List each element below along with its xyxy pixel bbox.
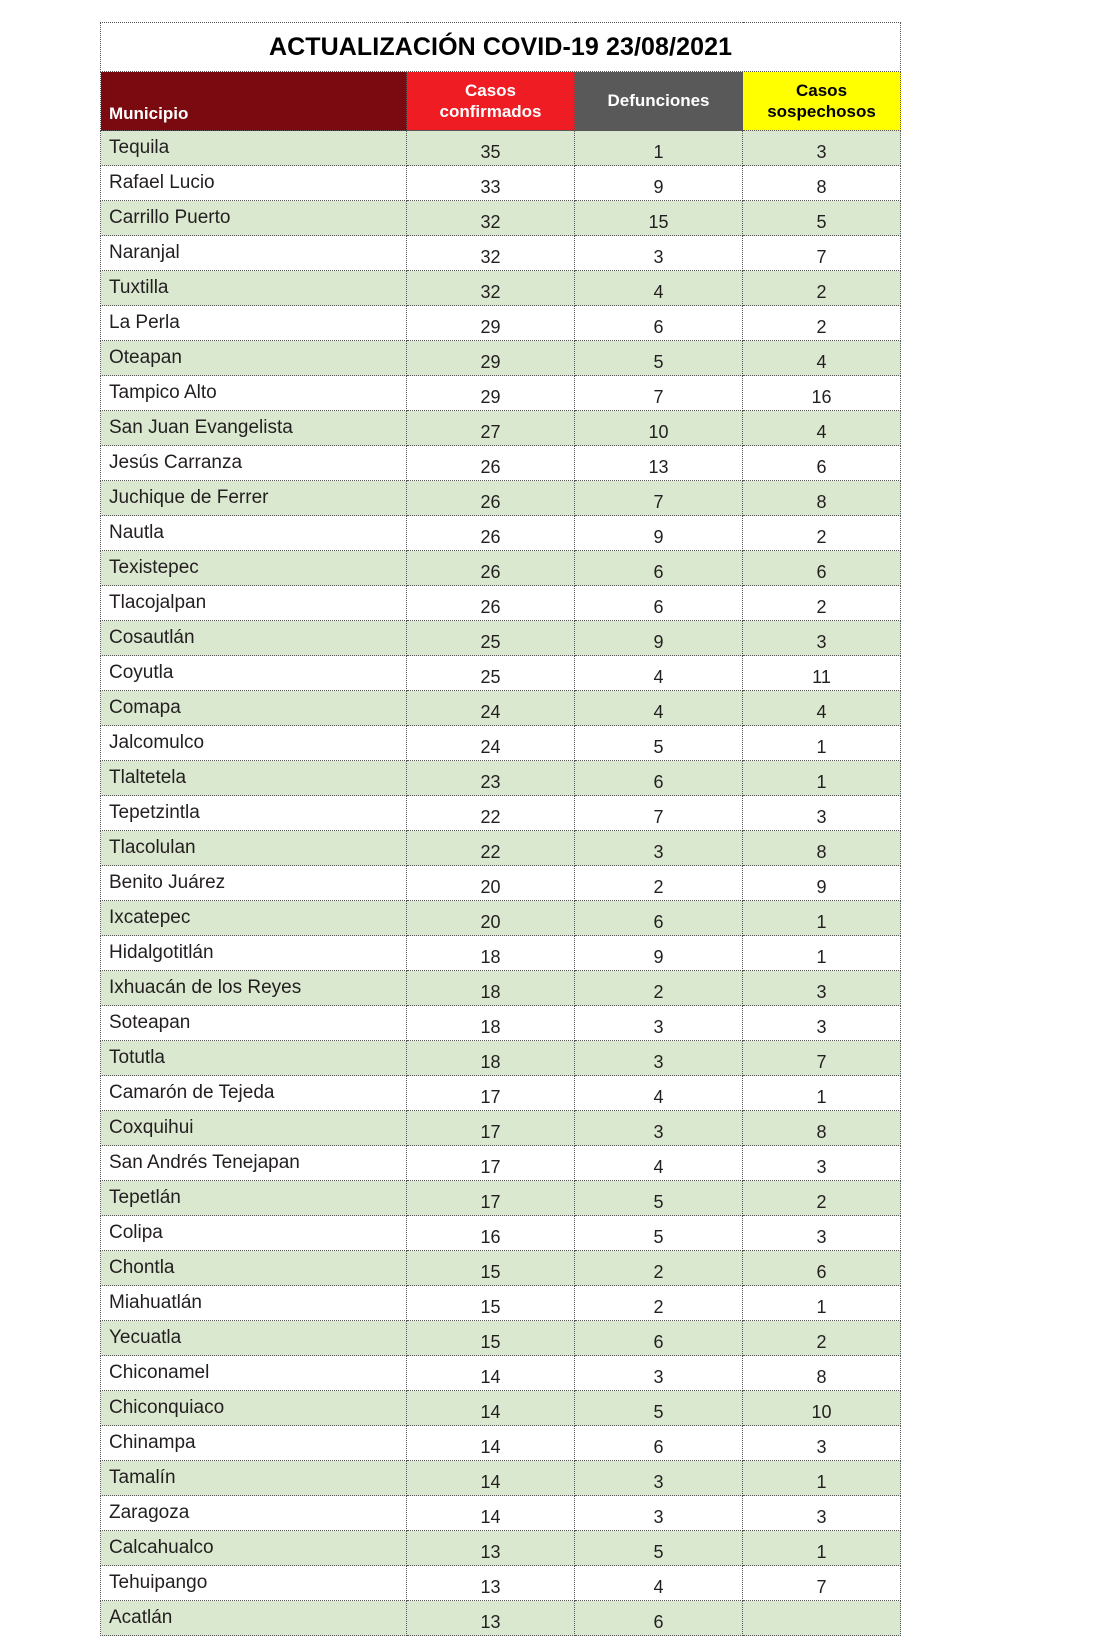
cell-casos-sospechosos: 6 [743, 551, 901, 586]
cell-casos-sospechosos: 11 [743, 656, 901, 691]
table-row [101, 131, 901, 166]
cell-defunciones: 6 [575, 1321, 743, 1356]
cell-casos-confirmados: 27 [407, 411, 575, 446]
cell-municipio: Miahuatlán [101, 1286, 407, 1321]
table-row [101, 796, 901, 831]
cell-casos-confirmados: 15 [407, 1321, 575, 1356]
table-row [101, 936, 901, 971]
cell-municipio: Oteapan [101, 341, 407, 376]
table-row [101, 831, 901, 866]
cell-casos-confirmados: 25 [407, 656, 575, 691]
table-row [101, 1496, 901, 1531]
table-row [101, 761, 901, 796]
table-row [101, 271, 901, 306]
cell-casos-confirmados: 14 [407, 1496, 575, 1531]
cell-defunciones: 6 [575, 306, 743, 341]
cell-casos-sospechosos: 3 [743, 1006, 901, 1041]
cell-casos-sospechosos: 3 [743, 1146, 901, 1181]
cell-defunciones: 9 [575, 516, 743, 551]
table-row [101, 866, 901, 901]
cell-municipio: Ixhuacán de los Reyes [101, 971, 407, 1006]
cell-casos-sospechosos: 1 [743, 936, 901, 971]
column-header-casos-confirmados [407, 72, 575, 131]
cell-casos-sospechosos: 10 [743, 1391, 901, 1426]
cell-casos-confirmados: 32 [407, 201, 575, 236]
table-row [101, 586, 901, 621]
table-row [101, 1111, 901, 1146]
cell-casos-confirmados: 32 [407, 236, 575, 271]
title-row [101, 23, 901, 72]
cell-casos-confirmados: 23 [407, 761, 575, 796]
cell-casos-confirmados: 26 [407, 481, 575, 516]
cell-casos-confirmados: 14 [407, 1426, 575, 1461]
cell-casos-sospechosos: 3 [743, 1426, 901, 1461]
cell-municipio: Yecuatla [101, 1321, 407, 1356]
table-body [101, 131, 901, 1636]
table-row [101, 1006, 901, 1041]
cell-defunciones: 10 [575, 411, 743, 446]
cell-municipio: Tepetlán [101, 1181, 407, 1216]
cell-casos-sospechosos: 1 [743, 901, 901, 936]
cell-casos-confirmados: 20 [407, 901, 575, 936]
cell-defunciones: 5 [575, 1531, 743, 1566]
cell-municipio: Jesús Carranza [101, 446, 407, 481]
cell-defunciones: 4 [575, 271, 743, 306]
table-row [101, 551, 901, 586]
cell-defunciones: 3 [575, 1496, 743, 1531]
cell-casos-sospechosos: 8 [743, 1356, 901, 1391]
column-header-municipio: Municipio [101, 72, 407, 131]
cell-defunciones: 4 [575, 656, 743, 691]
cell-municipio: Rafael Lucio [101, 166, 407, 201]
table-row [101, 1566, 901, 1601]
table-row [101, 901, 901, 936]
cell-casos-sospechosos: 3 [743, 621, 901, 656]
table-row [101, 726, 901, 761]
table-row [101, 691, 901, 726]
cell-casos-sospechosos: 8 [743, 1111, 901, 1146]
cell-municipio: Texistepec [101, 551, 407, 586]
cell-casos-confirmados: 29 [407, 306, 575, 341]
cell-municipio: Tlacolulan [101, 831, 407, 866]
cell-municipio: Tehuipango [101, 1566, 407, 1601]
table-row [101, 621, 901, 656]
cell-casos-sospechosos: 3 [743, 131, 901, 166]
sospechosos-line1: Casos [796, 80, 848, 100]
table-row [101, 1076, 901, 1111]
cell-casos-confirmados: 14 [407, 1356, 575, 1391]
table-row [101, 376, 901, 411]
cell-defunciones: 3 [575, 1041, 743, 1076]
cell-municipio: Chiconquiaco [101, 1391, 407, 1426]
cell-casos-confirmados: 13 [407, 1566, 575, 1601]
cell-casos-confirmados: 14 [407, 1391, 575, 1426]
cell-casos-sospechosos: 4 [743, 341, 901, 376]
cell-defunciones: 9 [575, 936, 743, 971]
table-row [101, 481, 901, 516]
cell-casos-sospechosos: 8 [743, 831, 901, 866]
cell-defunciones: 15 [575, 201, 743, 236]
cell-casos-sospechosos: 16 [743, 376, 901, 411]
cell-casos-sospechosos: 3 [743, 1216, 901, 1251]
cell-defunciones: 5 [575, 1391, 743, 1426]
table-row [101, 166, 901, 201]
cell-casos-confirmados: 26 [407, 551, 575, 586]
cell-casos-confirmados: 17 [407, 1111, 575, 1146]
page-title: ACTUALIZACIÓN COVID-19 23/08/2021 [101, 23, 901, 72]
cell-defunciones: 6 [575, 1601, 743, 1636]
cell-defunciones: 6 [575, 901, 743, 936]
cell-defunciones: 1 [575, 131, 743, 166]
cell-municipio: Ixcatepec [101, 901, 407, 936]
column-header-row [101, 72, 901, 131]
cell-municipio: San Andrés Tenejapan [101, 1146, 407, 1181]
cell-defunciones: 7 [575, 481, 743, 516]
cell-defunciones: 6 [575, 586, 743, 621]
cell-casos-confirmados: 18 [407, 1041, 575, 1076]
cell-defunciones: 2 [575, 866, 743, 901]
cell-municipio: Carrillo Puerto [101, 201, 407, 236]
cell-casos-sospechosos: 2 [743, 516, 901, 551]
cell-defunciones: 6 [575, 1426, 743, 1461]
table-row [101, 656, 901, 691]
cell-casos-confirmados: 22 [407, 796, 575, 831]
cell-defunciones: 2 [575, 1251, 743, 1286]
cell-casos-confirmados: 25 [407, 621, 575, 656]
cell-defunciones: 6 [575, 761, 743, 796]
cell-casos-sospechosos: 6 [743, 1251, 901, 1286]
cell-municipio: Acatlán [101, 1601, 407, 1636]
cell-defunciones: 3 [575, 1356, 743, 1391]
cell-casos-confirmados: 15 [407, 1286, 575, 1321]
cell-defunciones: 4 [575, 691, 743, 726]
cell-defunciones: 4 [575, 1076, 743, 1111]
cell-casos-sospechosos: 2 [743, 1181, 901, 1216]
cell-municipio: Tequila [101, 131, 407, 166]
cell-casos-sospechosos: 7 [743, 236, 901, 271]
cell-casos-sospechosos: 1 [743, 1461, 901, 1496]
cell-casos-confirmados: 17 [407, 1076, 575, 1111]
table-row [101, 1531, 901, 1566]
cell-municipio: Tlacojalpan [101, 586, 407, 621]
cell-casos-confirmados: 29 [407, 341, 575, 376]
cell-municipio: Coxquihui [101, 1111, 407, 1146]
cell-municipio: San Juan Evangelista [101, 411, 407, 446]
cell-municipio: Jalcomulco [101, 726, 407, 761]
table-row [101, 1391, 901, 1426]
cell-municipio: Tampico Alto [101, 376, 407, 411]
cell-casos-confirmados: 26 [407, 446, 575, 481]
cell-casos-confirmados: 18 [407, 936, 575, 971]
cell-municipio: Juchique de Ferrer [101, 481, 407, 516]
confirmados-line2: confirmados [439, 102, 542, 121]
cell-defunciones: 3 [575, 236, 743, 271]
cell-casos-sospechosos: 3 [743, 796, 901, 831]
cell-municipio: Calcahualco [101, 1531, 407, 1566]
cell-defunciones: 9 [575, 166, 743, 201]
cell-municipio: Comapa [101, 691, 407, 726]
cell-casos-sospechosos: 4 [743, 411, 901, 446]
table-row [101, 341, 901, 376]
table-row [101, 971, 901, 1006]
table-row [101, 1216, 901, 1251]
table-row [101, 1321, 901, 1356]
cell-casos-confirmados: 15 [407, 1251, 575, 1286]
cell-casos-sospechosos [743, 1601, 901, 1636]
cell-casos-sospechosos: 1 [743, 1076, 901, 1111]
cell-municipio: Hidalgotitlán [101, 936, 407, 971]
cell-defunciones: 4 [575, 1146, 743, 1181]
cell-defunciones: 7 [575, 796, 743, 831]
cell-defunciones: 3 [575, 1461, 743, 1496]
cell-municipio: Tlaltetela [101, 761, 407, 796]
cell-municipio: Totutla [101, 1041, 407, 1076]
cell-casos-sospechosos: 1 [743, 1286, 901, 1321]
cell-casos-sospechosos: 2 [743, 1321, 901, 1356]
cell-casos-sospechosos: 1 [743, 726, 901, 761]
cell-casos-sospechosos: 7 [743, 1041, 901, 1076]
table-row [101, 1041, 901, 1076]
cell-municipio: Coyutla [101, 656, 407, 691]
table-header [101, 23, 901, 131]
cell-defunciones: 3 [575, 1006, 743, 1041]
cell-casos-sospechosos: 8 [743, 481, 901, 516]
cell-casos-sospechosos: 2 [743, 271, 901, 306]
cell-municipio: Tamalín [101, 1461, 407, 1496]
cell-municipio: Tuxtilla [101, 271, 407, 306]
cell-casos-confirmados: 26 [407, 586, 575, 621]
table-row [101, 1146, 901, 1181]
table-row [101, 1601, 901, 1636]
cell-municipio: Nautla [101, 516, 407, 551]
cell-defunciones: 5 [575, 1216, 743, 1251]
table-row [101, 1251, 901, 1286]
cell-casos-sospechosos: 1 [743, 1531, 901, 1566]
cell-casos-confirmados: 17 [407, 1181, 575, 1216]
cell-casos-confirmados: 20 [407, 866, 575, 901]
cell-municipio: Soteapan [101, 1006, 407, 1041]
cell-municipio: Chontla [101, 1251, 407, 1286]
cell-defunciones: 13 [575, 446, 743, 481]
covid-cases-table [100, 22, 901, 1636]
column-header-defunciones: Defunciones [575, 72, 743, 131]
cell-casos-sospechosos: 1 [743, 761, 901, 796]
cell-casos-confirmados: 24 [407, 726, 575, 761]
table-row [101, 411, 901, 446]
cell-casos-confirmados: 26 [407, 516, 575, 551]
cell-casos-confirmados: 18 [407, 971, 575, 1006]
cell-defunciones: 5 [575, 1181, 743, 1216]
table-row [101, 1181, 901, 1216]
cell-casos-sospechosos: 3 [743, 1496, 901, 1531]
cell-municipio: Naranjal [101, 236, 407, 271]
cell-casos-confirmados: 13 [407, 1601, 575, 1636]
cell-defunciones: 2 [575, 1286, 743, 1321]
table-row [101, 1356, 901, 1391]
cell-casos-sospechosos: 7 [743, 1566, 901, 1601]
cell-defunciones: 9 [575, 621, 743, 656]
cell-municipio: Chinampa [101, 1426, 407, 1461]
cell-defunciones: 2 [575, 971, 743, 1006]
cell-municipio: Camarón de Tejeda [101, 1076, 407, 1111]
cell-casos-confirmados: 22 [407, 831, 575, 866]
table-row [101, 1286, 901, 1321]
cell-casos-confirmados: 29 [407, 376, 575, 411]
sospechosos-line2: sospechosos [767, 102, 876, 121]
cell-casos-sospechosos: 9 [743, 866, 901, 901]
column-header-casos-sospechosos [743, 72, 901, 131]
table-row [101, 446, 901, 481]
cell-municipio: Cosautlán [101, 621, 407, 656]
table-row [101, 1461, 901, 1496]
cell-defunciones: 5 [575, 726, 743, 761]
table-row [101, 236, 901, 271]
cell-defunciones: 4 [575, 1566, 743, 1601]
cell-casos-sospechosos: 3 [743, 971, 901, 1006]
cell-casos-sospechosos: 4 [743, 691, 901, 726]
table-row [101, 1426, 901, 1461]
cell-casos-confirmados: 14 [407, 1461, 575, 1496]
cell-casos-sospechosos: 2 [743, 306, 901, 341]
cell-municipio: Benito Juárez [101, 866, 407, 901]
cell-municipio: Chiconamel [101, 1356, 407, 1391]
cell-defunciones: 3 [575, 1111, 743, 1146]
cell-casos-confirmados: 32 [407, 271, 575, 306]
table-row [101, 201, 901, 236]
cell-municipio: Zaragoza [101, 1496, 407, 1531]
cell-casos-confirmados: 18 [407, 1006, 575, 1041]
cell-casos-confirmados: 35 [407, 131, 575, 166]
cell-defunciones: 5 [575, 341, 743, 376]
cell-casos-sospechosos: 5 [743, 201, 901, 236]
cell-defunciones: 6 [575, 551, 743, 586]
cell-casos-confirmados: 33 [407, 166, 575, 201]
cell-casos-confirmados: 16 [407, 1216, 575, 1251]
table-row [101, 516, 901, 551]
cell-municipio: Tepetzintla [101, 796, 407, 831]
cell-casos-sospechosos: 8 [743, 166, 901, 201]
cell-municipio: La Perla [101, 306, 407, 341]
cell-defunciones: 3 [575, 831, 743, 866]
cell-municipio: Colipa [101, 1216, 407, 1251]
cell-casos-confirmados: 17 [407, 1146, 575, 1181]
confirmados-line1: Casos [464, 80, 517, 100]
cell-casos-confirmados: 13 [407, 1531, 575, 1566]
cell-casos-sospechosos: 2 [743, 586, 901, 621]
table-row [101, 306, 901, 341]
cell-casos-confirmados: 24 [407, 691, 575, 726]
cell-defunciones: 7 [575, 376, 743, 411]
cell-casos-sospechosos: 6 [743, 446, 901, 481]
